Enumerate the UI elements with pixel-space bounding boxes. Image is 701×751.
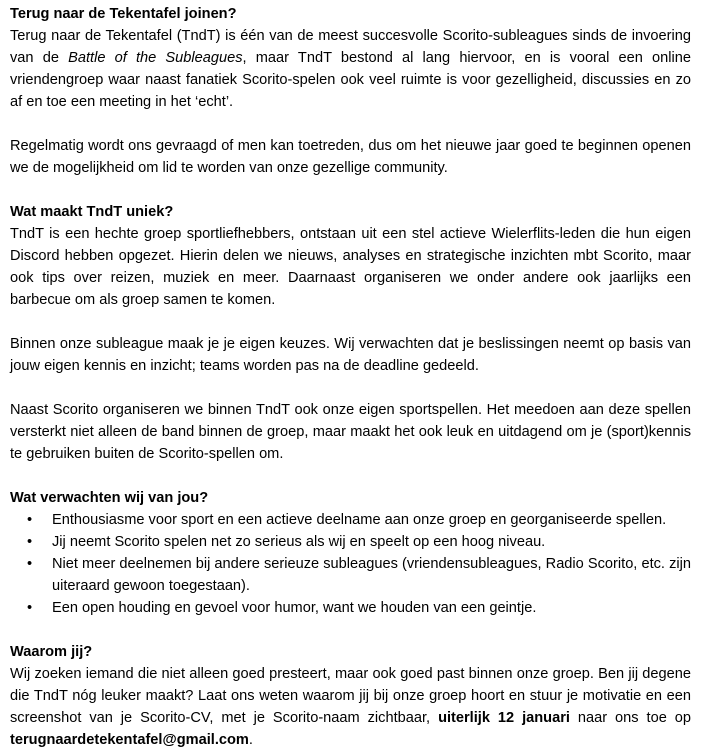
bullet-icon: • [27,556,33,572]
apply-text-end: . [248,732,253,748]
bullet-icon: • [27,512,33,528]
apply-text-start: Wij zoeken iemand die niet alleen goed presteert, maar ook goed past binnen onze groep. Ben jij degene die TndT nóg leuker maakt? Laat ons weten waarom jij bij onze groep hoort en stuur je motivatie en een screenshot van je Scorito-CV, met je Scorito-naam zichtbaar, [10,666,691,726]
list-item-text: Niet meer deelnemen bij andere serieuze subleagues (vriendensubleagues, Radio Scorito, etc. zijn uiteraard gewoon toegestaan). [52,556,691,594]
apply-text-mid: naar ons toe op [569,710,691,726]
list-item-text: Een open houding en gevoel voor humor, want we houden van een geintje. [52,600,537,616]
intro-italic-title: Battle of the Subleagues [68,50,243,66]
paragraph-games: Naast Scorito organiseren we binnen TndT ook onze eigen sportspellen. Het meedoen aan deze spellen versterkt niet alleen de band binnen de groep, maar maakt het ook leuk en uitdagend om je (sport)kennis te gebruiken buiten de Scorito-spellen om. [10,402,691,462]
heading-why: Waarom jij? [10,644,93,660]
list-item [10,553,691,597]
heading-expect: Wat verwachten wij van jou? [10,490,209,506]
bullet-icon: • [27,534,33,550]
paragraph-choices: Binnen onze subleague maak je je eigen keuzes. Wij verwachten dat je beslissingen neemt op basis van jouw eigen kennis en inzicht; teams worden pas na de deadline gedeeld. [10,336,691,374]
list-item [10,531,691,553]
intro-text-end: , maar TndT bestond al lang hiervoor, en is vooral een online vriendengroep waar naast fanatiek Scorito-spelen ook veel ruimte is voor gezelligheid, discussies en zo af en toe een meeting in het ‘echt’. [10,50,691,110]
intro-text-start: Terug naar de Tekentafel (TndT) is één van de meest succesvolle Scorito-subleagues sinds de invoering van de [10,28,691,66]
heading-unique: Wat maakt TndT uniek? [10,204,174,220]
list-item-text: Enthousiasme voor sport en een actieve deelname aan onze groep en georganiseerde spellen. [52,512,667,528]
expectations-list [10,509,691,619]
list-item-text: Jij neemt Scorito spelen net zo serieus als wij en speelt op een hoog niveau. [52,534,546,550]
deadline-text: uiterlijk 12 januari [438,710,570,726]
heading-join: Terug naar de Tekentafel joinen? [10,6,237,22]
email-address: terugnaardetekentafel@gmail.com [10,732,249,748]
document [10,3,691,751]
list-item [10,509,691,531]
bullet-icon: • [27,600,33,616]
paragraph-intro [10,25,691,113]
paragraph-group: TndT is een hechte groep sportliefhebbers, ontstaan uit een stel actieve Wielerflits-leden die hun eigen Discord hebben opgezet. Hierin delen we nieuws, analyses en strategische inzichten mbt Scorito, maar ook tips over reizen, muziek en meer. Daarnaast organiseren we onder andere ook jaarlijks een barbecue om als groep samen te komen. [10,226,691,308]
list-item [10,597,691,619]
paragraph-membership: Regelmatig wordt ons gevraagd of men kan toetreden, dus om het nieuwe jaar goed te beginnen openen we de mogelijkheid om lid te worden van onze gezellige community. [10,138,691,176]
